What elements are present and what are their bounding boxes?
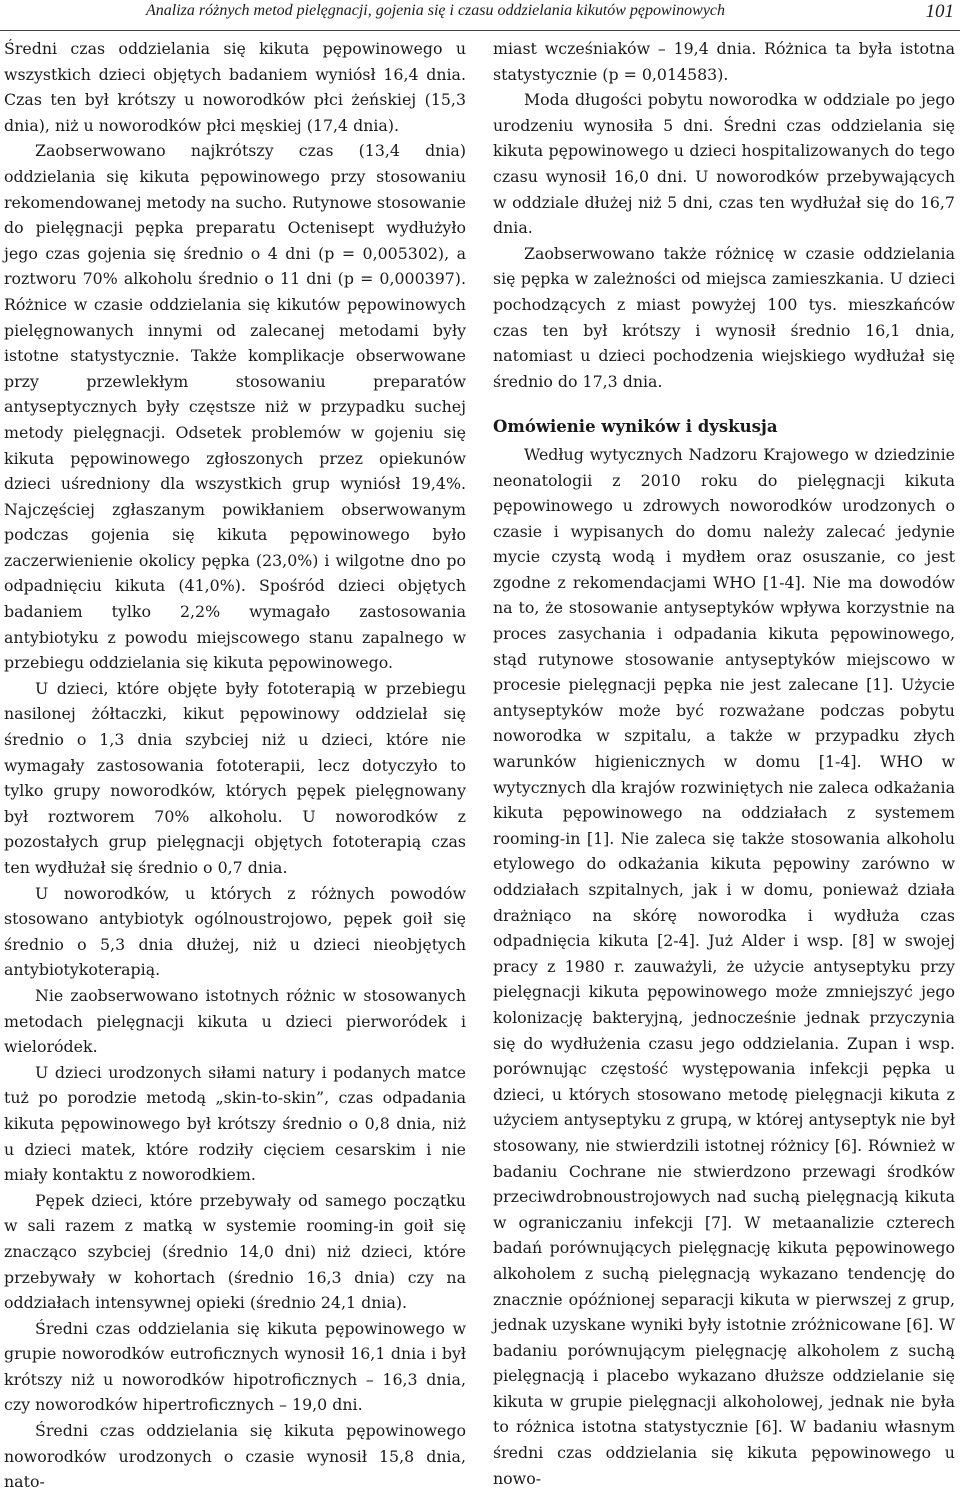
page-number: 101	[925, 1, 954, 22]
paragraph: Średni czas oddzielania się kikuta pępowinowego u wszystkich dzieci objętych badaniem wyniósł 16,4 dnia. Czas ten był krótszy u noworodków płci żeńskiej (15,3 dnia), niż u noworodków płci męskiej (17,4 dnia).	[4, 39, 466, 135]
paragraph: Zaobserwowano najkrótszy czas (13,4 dnia) oddzielania się kikuta pępowinowego przy stosowaniu rekomendowanej metody na sucho. Rutynowe stosowanie do pielęgnacji pępka preparatu Octenisept wydłużyło jego czas gojenia się średnio o 4 dni (p = 0,005302), a roztworu 70% alkoholu średnio o 11 dni (p = 0,000397). Różnice w czasie oddzielania się kikutów pępowinowych pielęgnowanych innymi od zalecanej metodami były istotne statystycznie. Także komplikacje obserwowane przy przewlekłym stosowaniu preparatów antyseptycznych były częstsze niż w przypadku suchej metody pielęgnacji. Odsetek problemów w gojeniu się kikuta pępowinowego zgłoszonych przez opiekunów dzieci uśredniony dla wszystkich grup wyniósł 19,4%. Najczęściej zgłaszanym powikłaniem obserwowanym podczas gojenia się kikuta pępowinowego było zaczerwienienie okolicy pępka (23,0%) i wilgotne dno po odpadnięciu kikuta (41,0%). Spośród dzieci objętych badaniem tylko 2,2% wymagało zastosowania antybiotyku z powodu miejscowego stanu zapalnego w przebiegu oddzielania się kikuta pępowinowego.	[4, 141, 466, 673]
paragraph: Pępek dzieci, które przebywały od samego początku w sali razem z matką w systemie rooming-in goił się znacząco szybciej (średnio 14,0 dni) niż dzieci, które przebywały w kohortach (średnio 16,3 dnia) czy na oddziałach intensywnej opieki (średnio 24,1 dnia).	[4, 1190, 466, 1313]
paragraph: Średni czas oddzielania się kikuta pępowinowego noworodków urodzonych o czasie wynosił 15,8 dnia, nato-	[4, 1421, 466, 1492]
right-column	[493, 36, 955, 1491]
paragraph: U noworodków, u których z różnych powodów stosowano antybiotyk ogólnoustrojowo, pępek goił się średnio o 5,3 dnia dłużej, niż u dzieci nieobjętych antybiotykoterapią.	[4, 883, 466, 980]
left-column	[4, 36, 466, 1495]
paragraph: miast wcześniaków – 19,4 dnia. Różnica ta była istotna statystycznie (p = 0,014583).	[493, 39, 955, 84]
paragraph: U dzieci, które objęte były fototerapią w przebiegu nasilonej żółtaczki, kikut pępowinowy oddzielał się średnio o 1,3 dnia szybciej niż u dzieci, które nie wymagały zastosowania fototerapii, lecz dotyczyło to tylko grupy noworodków, których pępek pielęgnowany był roztworem 70% alkoholu. U noworodków z pozostałych grup pielęgnacji objętych fototerapią czas ten wydłużał się średnio o 0,7 dnia.	[4, 678, 466, 877]
running-header	[0, 0, 960, 31]
paragraph: Nie zaobserwowano istotnych różnic w stosowanych metodach pielęgnacji kikuta u dzieci pierworódek i wieloródek.	[4, 985, 466, 1057]
paragraph: U dzieci urodzonych siłami natury i podanych matce tuż po porodzie metodą „skin-to-skin”, czas odpadania kikuta pępowinowego był krótszy średnio o 0,8 dnia, niż u dzieci matek, które rodziły cięciem cesarskim i nie miały kontaktu z noworodkiem.	[4, 1062, 466, 1185]
paragraph: Średni czas oddzielania się kikuta pępowinowego w grupie noworodków eutroficznych wynosił 16,1 dnia i był krótszy niż u noworodków hipotroficznych – 16,3 dnia, czy noworodków hipertroficznych – 19,0 dni.	[4, 1318, 466, 1415]
paragraph: Moda długości pobytu noworodka w oddziale po jego urodzeniu wynosiła 5 dni. Średni czas oddzielania się kikuta pępowinowego u dzieci hospitalizowanych do tego czasu wynosił 16,0 dni. U noworodków przebywających w oddziale dłużej niż 5 dni, czas ten wydłużał się do 16,7 dnia.	[493, 90, 955, 238]
paragraph: Według wytycznych Nadzoru Krajowego w dziedzinie neonatologii z 2010 roku do pielęgnacji kikuta pępowinowego u zdrowych noworodków urodzonych o czasie i wypisanych do domu należy zalecać jedynie mycie czystą wodą i mydłem oraz osuszanie, co jest zgodne z rekomendacjami WHO [1-4]. Nie ma dowodów na to, że stosowanie antyseptyków wpływa korzystnie na proces zasychania i odpadania kikuta pępowinowego, stąd rutynowe stosowanie antyseptyków miejscowo w procesie pielęgnacji pępka nie jest zalecane [1]. Użycie antyseptyków może być rozważane podczas pobytu noworodka w szpitalu, a także w przypadku złych warunków higienicznych w domu [1-4]. WHO w wytycznych dla krajów rozwiniętych nie zaleca odkażania kikuta pępowinowego na oddziałach z systemem rooming-in [1]. Nie zaleca się także stosowania alkoholu etylowego do odkażania kikuta pępowiny zarówno w oddziałach szpitalnych, jak i w domu, ponieważ działa drażniąco na skórę noworodka i wydłuża czas odpadnięcia kikuta [2-4]. Już Alder i wsp. [8] w swojej pracy z 1980 r. zauważyli, że użycie antyseptyku przy pielęgnacji kikuta pępowinowego może zmniejszyć jego kolonizację bakteryjną, jednocześnie jednak przyczynia się do wydłużenia czasu jego oddzielania. Zupan i wsp. porównując częstość występowania infekcji pępka u dzieci, u których stosowano metodę pielęgnacji kikuta z użyciem antyseptyku z grupą, w której antyseptyk nie był stosowany, nie stwierdzili istotnej różnicy [6]. Również w badaniu Cochrane nie stwierdzono przewagi środków przeciwdrobnoustrojowych nad suchą pielęgnacją kikuta w ograniczaniu infekcji [7]. W metaanalizie czterech badań porównujących pielęgnację kikuta pępowinowego alkoholem z suchą pielęgnacją wykazano tendencję do znacznie opóźnionej separacji kikuta w pierwszej z grup, jednak uzyskane wyniki były istotnie zróżnicowane [6]. W badaniu porównującym pielęgnację alkoholem z suchą pielęgnacją i placebo wykazano dłuższe oddzielanie się kikuta w grupie pielęgnacji alkoholowej, jednak nie była to różnica istotna statystycznie [6]. W badaniu własnym średni czas oddzielania się kikuta pępowinowego u nowo-	[493, 444, 955, 1488]
running-title: Analiza różnych metod pielęgnacji, gojenia się i czasu oddzielania kikutów pępowinowych	[146, 2, 726, 19]
paragraph: Zaobserwowano także różnicę w czasie oddzielania się pępka w zależności od miejsca zamieszkania. U dzieci pochodzących z miast powyżej 100 tys. mieszkańców czas ten był krótszy i wynosił średnio 16,1 dnia, natomiast u dzieci pochodzenia wiejskiego wydłużał się średnio do 17,3 dnia.	[493, 243, 955, 391]
section-heading: Omówienie wyników i dyskusja	[493, 417, 778, 437]
